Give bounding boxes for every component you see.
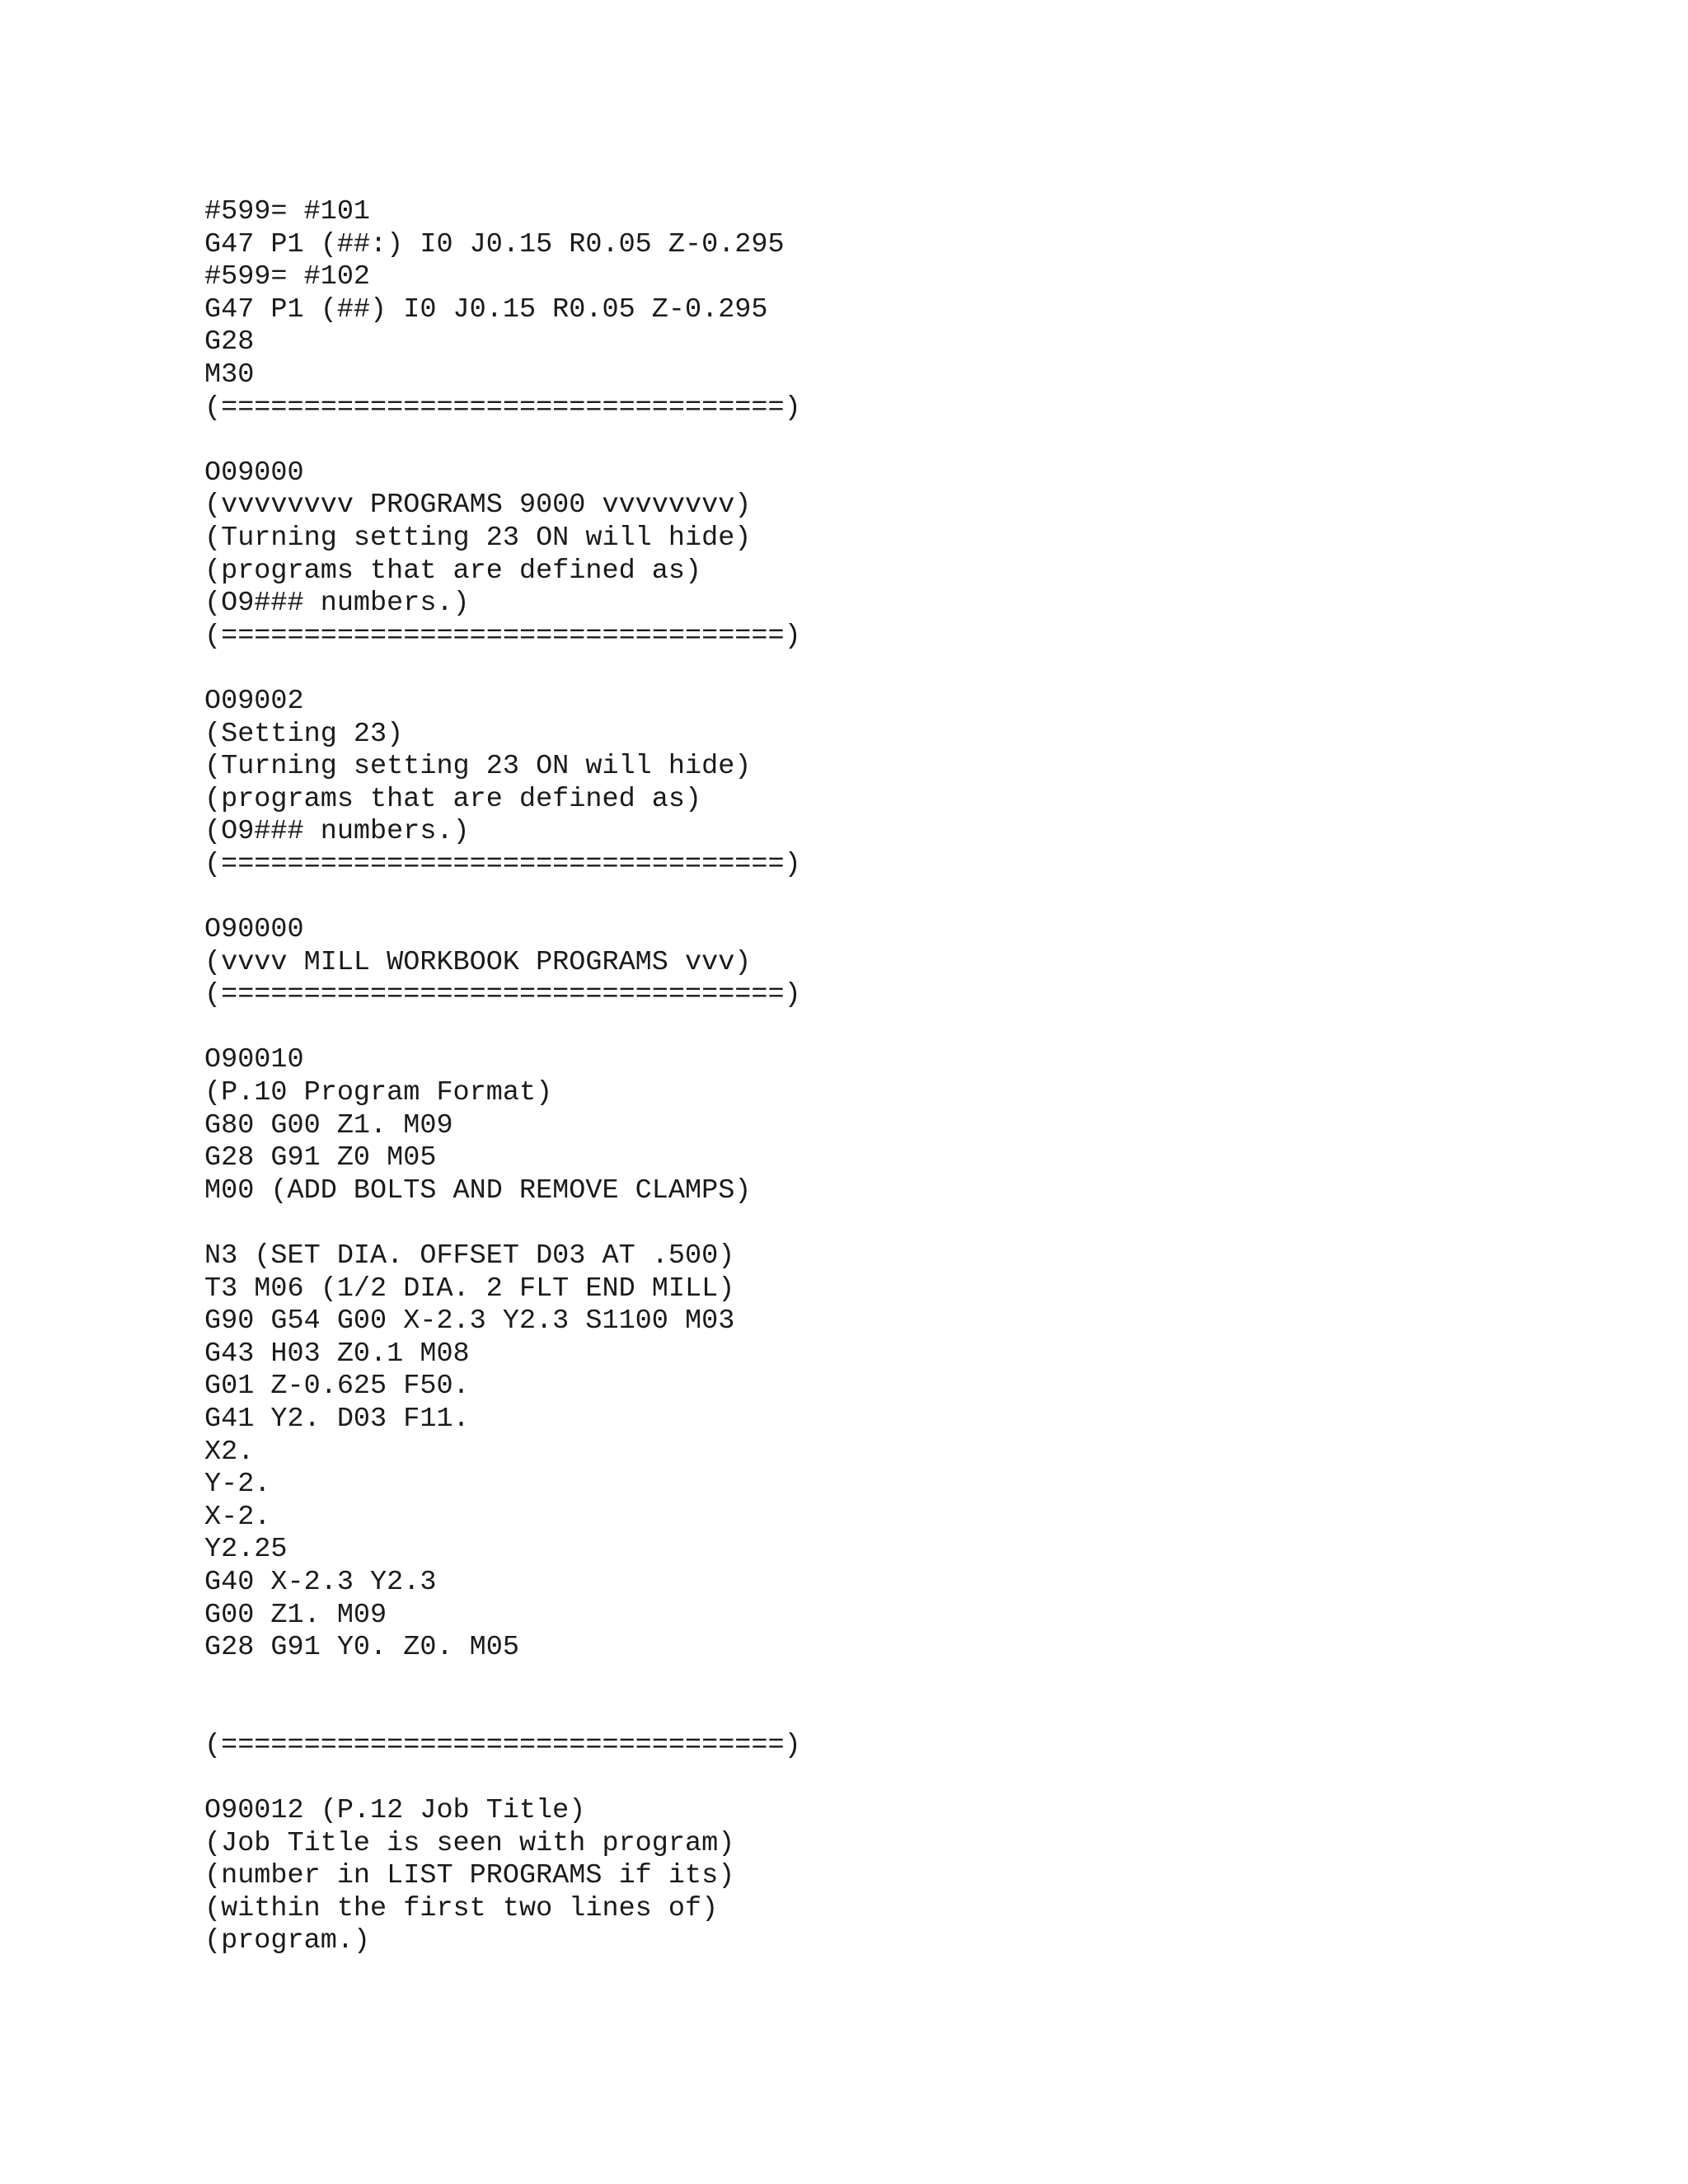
code-line: (vvvv MILL WORKBOOK PROGRAMS vvv) [204,946,752,978]
blank-line [204,1763,801,1796]
code-line: G28 [204,326,255,359]
blank-line [204,1207,801,1240]
code-line: (O9### numbers.) [204,588,470,620]
code-line: (==================================) [204,1729,801,1761]
code-line: (Turning setting 23 ON will hide) [204,522,752,554]
code-line: Y2.25 [204,1534,288,1566]
code-line: (==================================) [204,620,801,652]
blank-line [204,653,801,686]
code-line: (program.) [204,1925,371,1957]
code-line: G47 P1 (##:) I0 J0.15 R0.05 Z-0.295 [204,228,785,260]
code-line: (Job Title is seen with program) [204,1827,735,1859]
gcode-listing [204,196,801,1958]
code-line: G43 H03 Z0.1 M08 [204,1338,470,1370]
code-line: G40 X-2.3 Y2.3 [204,1566,437,1598]
code-line: G01 Z-0.625 F50. [204,1371,470,1403]
code-line: O09000 [204,457,304,489]
blank-line [204,1012,801,1045]
blank-line [204,1665,801,1698]
code-line: (==================================) [204,848,801,880]
code-line: (O9### numbers.) [204,816,470,848]
code-line: G28 G91 Z0 M05 [204,1142,437,1174]
code-line: N3 (SET DIA. OFFSET D03 AT .500) [204,1240,735,1272]
blank-line [204,881,801,914]
code-line: G90 G54 G00 X-2.3 Y2.3 S1100 M03 [204,1305,735,1338]
code-line: (==================================) [204,979,801,1011]
code-line: #599= #101 [204,196,371,227]
code-line: O90012 (P.12 Job Title) [204,1795,586,1827]
code-line: T3 M06 (1/2 DIA. 2 FLT END MILL) [204,1272,735,1305]
code-line: (==================================) [204,391,801,424]
code-line: (number in LIST PROGRAMS if its) [204,1860,735,1892]
code-line: G00 Z1. M09 [204,1599,387,1631]
code-line: (programs that are defined as) [204,555,702,587]
code-line: X2. [204,1436,255,1468]
code-line: (P.10 Program Format) [204,1077,553,1109]
code-line: (Setting 23) [204,718,404,750]
code-line: O90010 [204,1044,304,1076]
code-line: O09002 [204,685,304,717]
blank-line [204,1697,801,1730]
code-line: O90000 [204,914,304,946]
blank-line [204,424,801,457]
code-line: #599= #102 [204,261,371,293]
code-line: M30 [204,359,255,391]
code-line: G28 G91 Y0. Z0. M05 [204,1632,519,1664]
code-line: Y-2. [204,1469,271,1501]
code-line: G47 P1 (##) I0 J0.15 R0.05 Z-0.295 [204,293,768,326]
code-line: (programs that are defined as) [204,783,702,815]
code-line: (vvvvvvvv PROGRAMS 9000 vvvvvvvv) [204,490,752,522]
code-line: G41 Y2. D03 F11. [204,1403,470,1435]
code-line: (within the first two lines of) [204,1892,719,1924]
code-line: (Turning setting 23 ON will hide) [204,751,752,783]
code-line: M00 (ADD BOLTS AND REMOVE CLAMPS) [204,1174,752,1207]
code-line: G80 G00 Z1. M09 [204,1109,453,1141]
code-line: X-2. [204,1501,271,1533]
